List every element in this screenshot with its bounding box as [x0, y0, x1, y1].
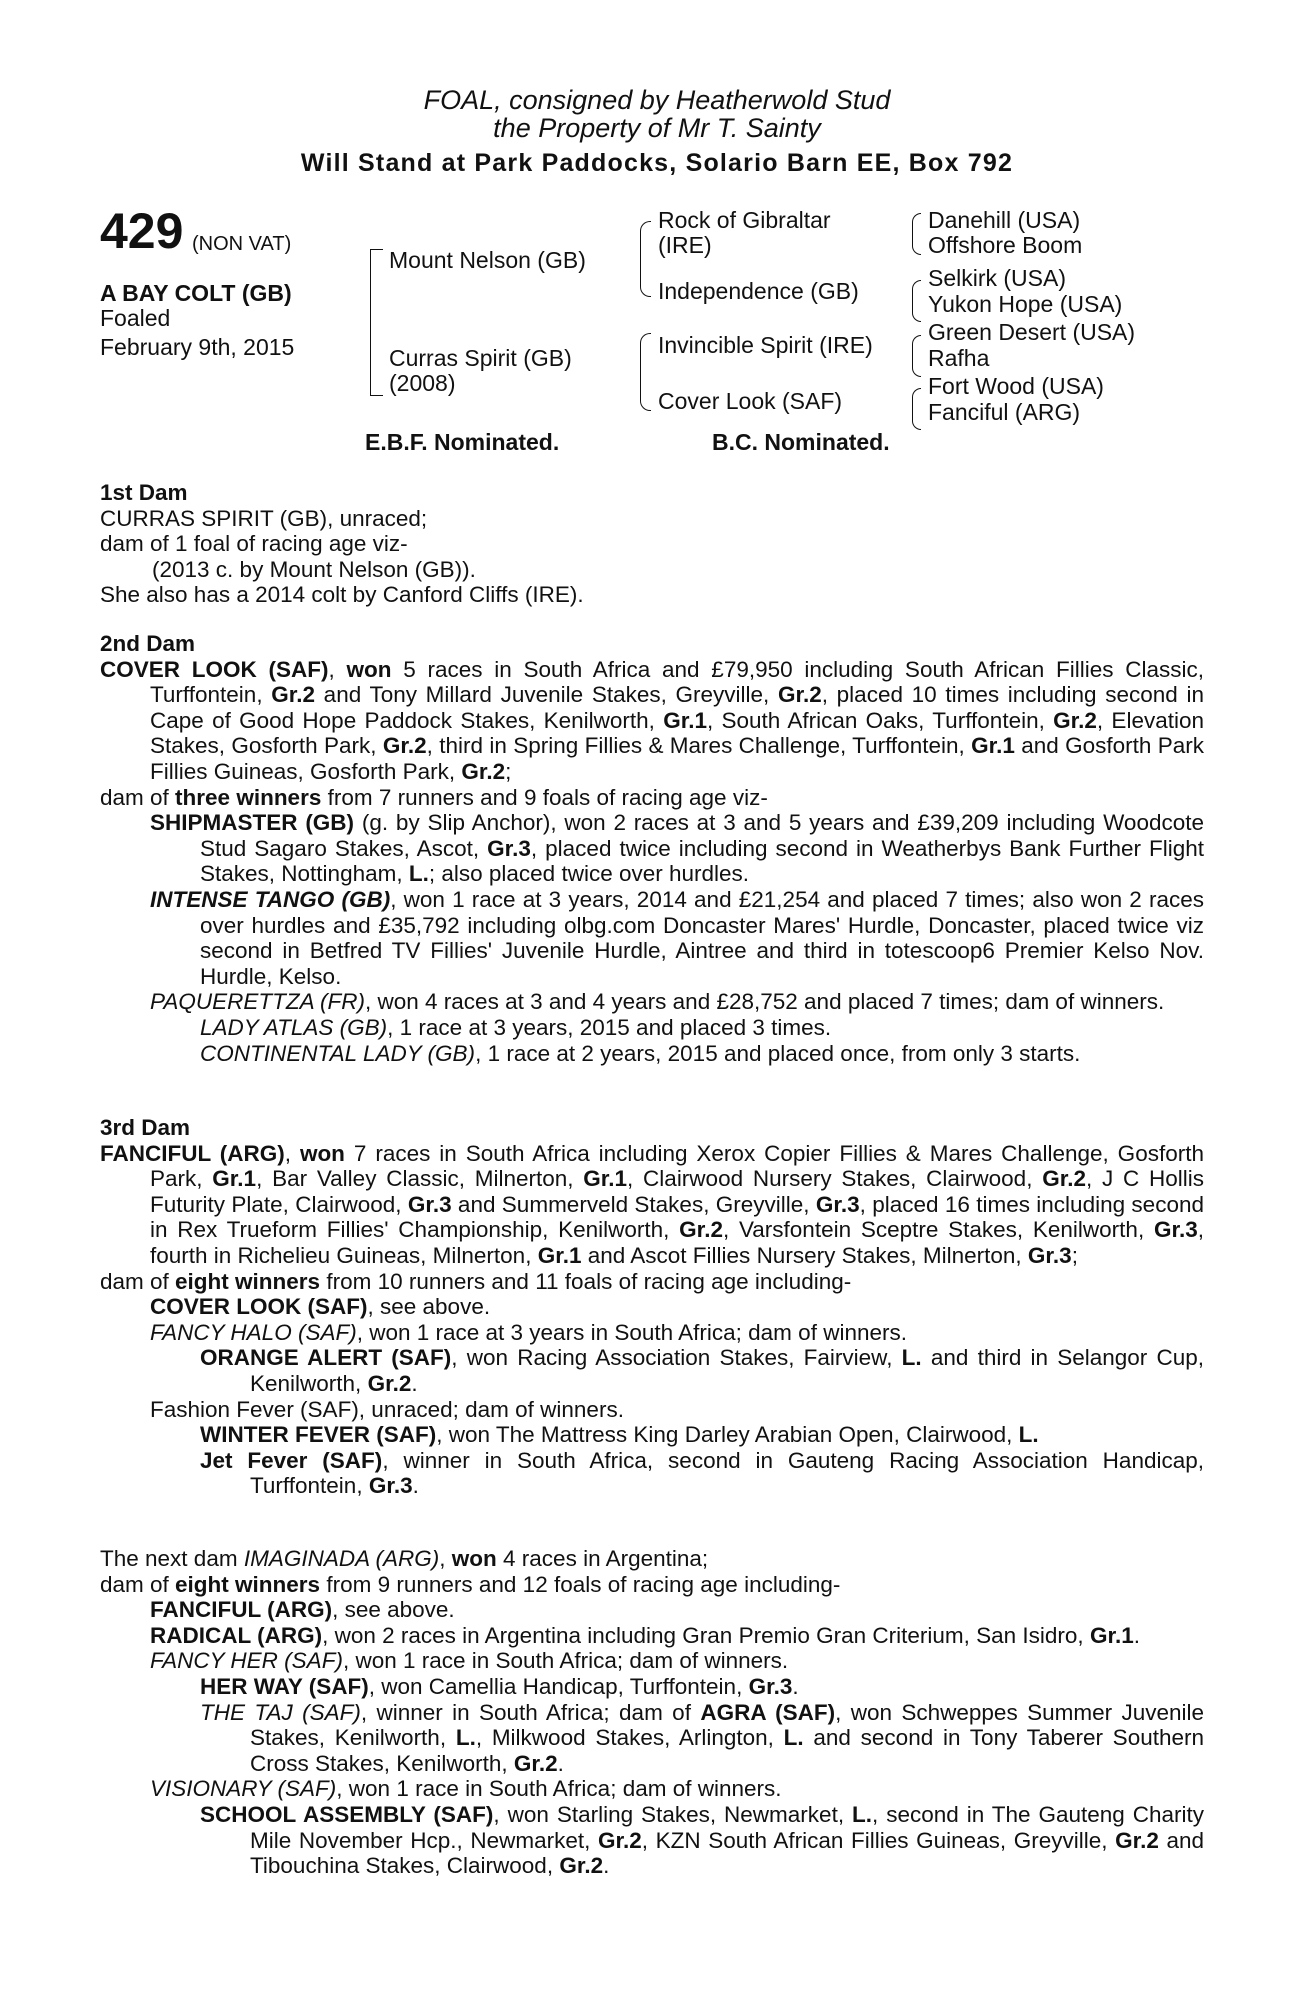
third-dam-section [100, 1115, 1204, 1499]
bc-nominated: B.C. Nominated. [712, 429, 890, 455]
produce-entry: SCHOOL ASSEMBLY (SAF), won Starling Stakes, Newmarket, L., second in The Gauteng Charity Mile November Hcp., Newmarket, Gr.2, KZN South African Fillies Guineas, Greyville, Gr.2 and Tibouchina Stakes, Clairwood, Gr.2. [200, 1801, 1204, 1879]
produce-summary: dam of eight winners from 10 runners and 11 foals of racing age including- [100, 1268, 852, 1294]
dam-dam: Cover Look (SAF) [658, 388, 843, 414]
pedigree-brace-sd [912, 280, 921, 322]
next-dam-section [100, 1546, 1204, 1879]
produce-entry: THE TAJ (SAF), winner in South Africa; dam of AGRA (SAF), won Schweppes Summer Juvenile Stakes, Kenilworth, L., Milkwood Stakes, Arlington, L. and second in Tony Taberer Southern Cross Stakes, Kenilworth, Gr.2. [200, 1699, 1205, 1776]
dam-year: (2008) [389, 370, 456, 396]
ss-sire: Danehill (USA) [928, 207, 1081, 233]
produce-entry: RADICAL (ARG), won 2 races in Argentina including Gran Premio Gran Criterium, San Isidro, Gr.1. [150, 1622, 1140, 1648]
dam-entry: FANCIFUL (ARG), won 7 races in South Africa including Xerox Copier Fillies & Mares Challenge, Gosforth Park, Gr.1, Bar Valley Classic, Milnerton, Gr.1, Clairwood Nursery Stakes, Clairwood, Gr.2, J C Hollis Futurity Plate, Clairwood, Gr.3 and Summerveld Stakes, Greyville, Gr.3, placed 16 times including second in Rex Trueform Fillies' Championship, Kenilworth, Gr.2, Varsfontein Sceptre Stakes, Kenilworth, Gr.3, fourth in Richelieu Guineas, Milnerton, Gr.1 and Ascot Fillies Nursery Stakes, Milnerton, Gr.3; [100, 1140, 1205, 1268]
sire-sire-suffix: (IRE) [658, 232, 712, 258]
dd-sire: Fort Wood (USA) [928, 373, 1104, 399]
sire: Mount Nelson (GB) [389, 247, 586, 273]
ebf-nominated: E.B.F. Nominated. [365, 429, 560, 455]
dam-entry: COVER LOOK (SAF), won 5 races in South Africa and £79,950 including South African Fillies Classic, Turffontein, Gr.2 and Tony Millard Juvenile Stakes, Greyville, Gr.2, placed 10 times including second in Cape of Good Hope Paddock Stakes, Kenilworth, Gr.1, South African Oaks, Turffontein, Gr.2, Elevation Stakes, Gosforth Park, Gr.2, third in Spring Fillies & Mares Challenge, Turffontein, Gr.1 and Gosforth Park Fillies Guineas, Gosforth Park, Gr.2; [100, 656, 1204, 784]
produce-summary: dam of eight winners from 9 runners and 12 foals of racing age including- [100, 1571, 841, 1597]
pedigree-brace-dd [912, 388, 921, 430]
foal-line: (2013 c. by Mount Nelson (GB)). [152, 556, 476, 582]
produce-entry: Jet Fever (SAF), winner in South Africa, second in Gauteng Racing Association Handicap, Turffontein, Gr.3. [200, 1447, 1204, 1499]
ds-sire: Green Desert (USA) [928, 319, 1136, 345]
produce-entry: Fashion Fever (SAF), unraced; dam of winners. [150, 1396, 624, 1422]
section-heading: 2nd Dam [100, 631, 196, 656]
produce-entry: INTENSE TANGO (GB), won 1 race at 3 years, 2014 and £21,254 and placed 7 times; also won 2 races over hurdles and £35,792 including olbg.com Doncaster Mares' Hurdle, Doncaster, placed twice viz second in Betfred TV Fillies' Juvenile Hurdle, Aintree and third in totescoop6 Premier Kelso Nov. Hurdle, Kelso. [150, 886, 1204, 989]
section-heading: 1st Dam [100, 480, 188, 505]
sd-dam: Yukon Hope (USA) [928, 291, 1123, 317]
second-dam-section [100, 631, 1204, 1066]
dam-line: She also has a 2014 colt by Canford Cliffs (IRE). [100, 582, 584, 608]
produce-entry: HER WAY (SAF), won Camellia Handicap, Turffontein, Gr.3. [200, 1673, 799, 1699]
produce-entry: FANCY HER (SAF), won 1 race in South Africa; dam of winners. [150, 1648, 789, 1674]
vat-status: (NON VAT) [192, 233, 292, 255]
pedigree-brace-main [370, 249, 383, 396]
sire-dam: Independence (GB) [658, 278, 859, 304]
produce-entry: ORANGE ALERT (SAF), won Racing Association Stakes, Fairview, L. and third in Selangor Cup, Kenilworth, Gr.2. [200, 1345, 1205, 1396]
produce-entry: CONTINENTAL LADY (GB), 1 race at 2 years, 2015 and placed once, from only 3 starts. [200, 1040, 1081, 1066]
lot-number: 429 [100, 203, 184, 259]
sd-sire: Selkirk (USA) [928, 265, 1067, 291]
dd-dam: Fanciful (ARG) [928, 399, 1081, 425]
dam-line: dam of 1 foal of racing age viz- [100, 531, 408, 557]
dam-sire: Invincible Spirit (IRE) [658, 332, 873, 358]
produce-entry: COVER LOOK (SAF), see above. [150, 1294, 491, 1320]
pedigree-brace-dam [640, 333, 651, 411]
produce-entry: FANCY HALO (SAF), won 1 race at 3 years in South Africa; dam of winners. [150, 1319, 907, 1345]
produce-summary: dam of three winners from 7 runners and 9 foals of racing age viz- [100, 784, 768, 810]
pedigree-brace-ss [912, 213, 921, 255]
lot-title: A BAY COLT (GB) [100, 280, 292, 306]
foaled-date: February 9th, 2015 [100, 334, 295, 360]
dam-entry: The next dam IMAGINADA (ARG), won 4 races in Argentina; [100, 1546, 709, 1571]
sire-sire: Rock of Gibraltar [658, 207, 831, 233]
consignor-line: FOAL, consigned by Heatherwold Stud [423, 85, 891, 115]
pedigree-brace-sire [640, 221, 651, 297]
ss-dam: Offshore Boom [928, 232, 1083, 258]
first-dam-section [100, 480, 1204, 608]
produce-entry: WINTER FEVER (SAF), won The Mattress King Darley Arabian Open, Clairwood, L. [200, 1422, 1039, 1448]
dam: Curras Spirit (GB) [389, 345, 572, 371]
stand-location: Will Stand at Park Paddocks, Solario Barn EE, Box 792 [300, 149, 1014, 177]
produce-entry: SHIPMASTER (GB) (g. by Slip Anchor), won 2 races at 3 and 5 years and £39,209 including Woodcote Stud Sagaro Stakes, Ascot, Gr.3, placed twice including second in Weatherbys Bank Further Flight Stakes, Nottingham, L.; also placed twice over hurdles. [150, 810, 1204, 887]
produce-entry: LADY ATLAS (GB), 1 race at 3 years, 2015 and placed 3 times. [200, 1014, 832, 1040]
produce-entry: PAQUERETTZA (FR), won 4 races at 3 and 4 years and £28,752 and placed 7 times; dam of winners. [150, 989, 1165, 1015]
produce-entry: FANCIFUL (ARG), see above. [150, 1597, 455, 1623]
dam-line: CURRAS SPIRIT (GB), unraced; [100, 505, 428, 531]
produce-entry: VISIONARY (SAF), won 1 race in South Africa; dam of winners. [150, 1776, 782, 1802]
section-heading: 3rd Dam [100, 1115, 191, 1140]
pedigree-brace-ds [912, 335, 921, 377]
ds-dam: Rafha [928, 345, 990, 371]
property-line: the Property of Mr T. Sainty [493, 113, 821, 143]
foaled-label: Foaled [100, 305, 171, 331]
